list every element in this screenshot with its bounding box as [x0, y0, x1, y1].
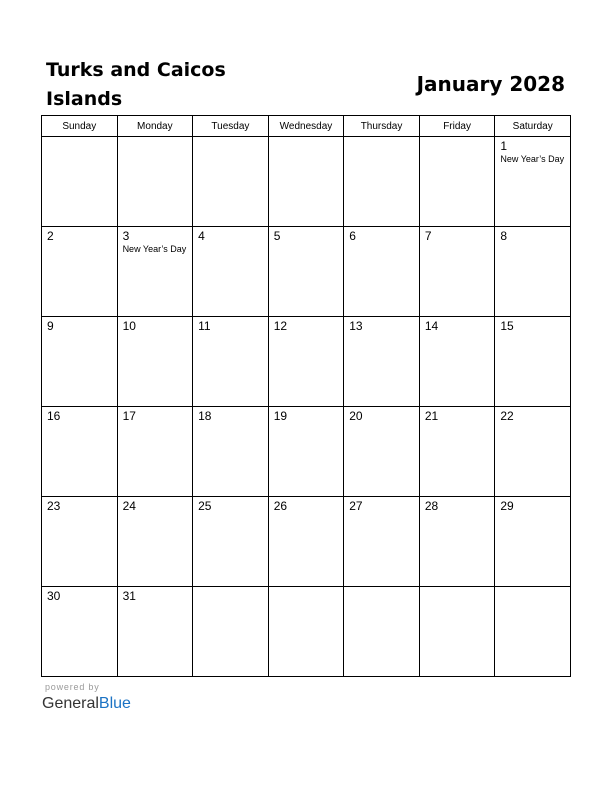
day-number: 7	[424, 229, 432, 243]
day-cell	[117, 227, 193, 317]
logo-blue-text: Blue	[98, 695, 131, 712]
day-number	[193, 137, 268, 139]
day-cell	[42, 587, 118, 677]
day-number: 2	[47, 229, 54, 243]
day-cell	[344, 407, 420, 497]
day-number: 11	[198, 319, 211, 333]
day-number: 27	[349, 499, 363, 513]
powered-by-text: powered by	[45, 682, 100, 692]
day-cell	[344, 227, 420, 317]
day-cell	[419, 227, 495, 317]
day-cell	[268, 497, 344, 587]
day-cell	[268, 407, 344, 497]
day-cell	[419, 137, 495, 227]
day-cell	[495, 227, 571, 317]
day-number: 23	[47, 499, 61, 513]
day-number: 22	[500, 409, 514, 423]
day-cell	[42, 497, 118, 587]
holiday-label: New Year’s Day	[500, 154, 565, 164]
weekday-header-tuesday: Tuesday	[193, 116, 269, 137]
day-number: 31	[122, 589, 136, 603]
day-cell	[419, 407, 495, 497]
day-number: 5	[273, 229, 281, 243]
day-number: 8	[500, 229, 508, 243]
day-number: 20	[349, 409, 363, 423]
day-cell	[344, 587, 420, 677]
day-cell	[344, 317, 420, 407]
day-number: 3	[122, 229, 130, 243]
day-number: 16	[47, 409, 61, 423]
week-row	[42, 227, 571, 317]
weekday-header-wednesday: Wednesday	[268, 116, 344, 137]
day-cell	[495, 497, 571, 587]
day-cell	[193, 317, 269, 407]
day-number: 1	[500, 139, 508, 153]
day-cell	[117, 317, 193, 407]
day-cell	[42, 137, 118, 227]
day-number: 26	[273, 499, 288, 513]
day-cell	[117, 587, 193, 677]
week-row	[42, 587, 571, 677]
day-cell	[268, 137, 344, 227]
calendar-body	[42, 137, 571, 677]
day-number: 30	[47, 589, 61, 603]
day-number	[344, 137, 419, 139]
day-number: 24	[122, 499, 136, 513]
week-row	[42, 137, 571, 227]
weekday-header-thursday: Thursday	[344, 116, 420, 137]
week-row	[42, 497, 571, 587]
day-number: 13	[349, 319, 363, 333]
day-number: 4	[198, 229, 205, 243]
day-cell	[495, 317, 571, 407]
day-cell	[193, 137, 269, 227]
day-number	[42, 137, 117, 139]
day-number: 18	[198, 409, 212, 423]
day-number: 25	[198, 499, 212, 513]
week-row	[42, 317, 571, 407]
day-number	[269, 587, 344, 589]
day-number: 28	[424, 499, 439, 513]
day-number	[420, 137, 495, 139]
day-number	[193, 587, 268, 589]
day-cell	[42, 407, 118, 497]
day-cell	[117, 137, 193, 227]
day-cell	[344, 497, 420, 587]
weekday-header-friday: Friday	[419, 116, 495, 137]
day-number: 12	[273, 319, 288, 333]
day-cell	[193, 407, 269, 497]
region-title: Turks and Caicos Islands	[46, 59, 226, 110]
calendar-grid	[41, 115, 571, 677]
day-number: 17	[122, 409, 136, 423]
weekday-header-row	[42, 116, 571, 137]
day-cell	[495, 137, 571, 227]
day-cell	[117, 407, 193, 497]
holiday-label: New Year’s Day	[122, 244, 187, 254]
day-cell	[268, 587, 344, 677]
day-cell	[419, 497, 495, 587]
day-number: 29	[500, 499, 514, 513]
day-number: 19	[273, 409, 288, 423]
day-cell	[193, 587, 269, 677]
day-number: 21	[424, 409, 439, 423]
month-year-title: January 2028	[416, 72, 565, 96]
day-number: 14	[424, 319, 439, 333]
week-row	[42, 407, 571, 497]
day-number: 10	[122, 319, 136, 333]
weekday-header-monday: Monday	[117, 116, 193, 137]
weekday-header-sunday: Sunday	[42, 116, 118, 137]
day-cell	[419, 317, 495, 407]
day-cell	[42, 227, 118, 317]
day-cell	[268, 227, 344, 317]
day-cell	[193, 227, 269, 317]
logo-general-text: General	[42, 695, 99, 712]
day-cell	[344, 137, 420, 227]
day-number: 9	[47, 319, 54, 333]
day-cell	[495, 587, 571, 677]
day-cell	[495, 407, 571, 497]
day-cell	[117, 497, 193, 587]
weekday-header-saturday: Saturday	[495, 116, 571, 137]
day-cell	[268, 317, 344, 407]
day-cell	[42, 317, 118, 407]
generalblue-logo[interactable]	[42, 694, 131, 714]
day-number: 15	[500, 319, 514, 333]
day-number	[269, 137, 344, 139]
day-number	[495, 587, 570, 589]
day-number: 6	[349, 229, 356, 243]
day-number	[344, 587, 419, 589]
day-number	[118, 137, 193, 139]
day-number	[420, 587, 495, 589]
day-cell	[193, 497, 269, 587]
day-cell	[419, 587, 495, 677]
